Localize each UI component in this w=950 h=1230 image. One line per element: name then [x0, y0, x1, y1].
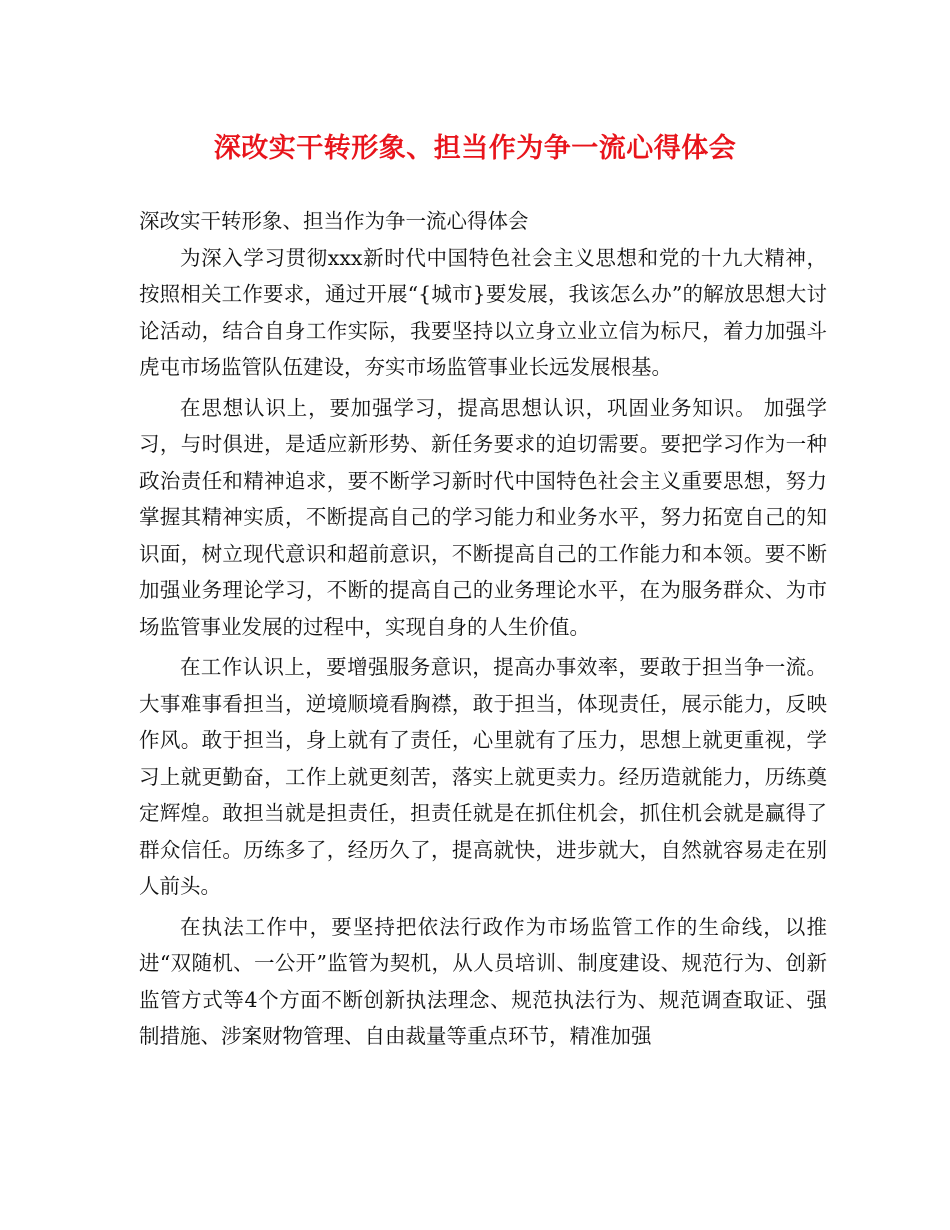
document-body	[139, 203, 827, 1055]
document-subtitle: 深改实干转形象、担当作为争一流心得体会	[139, 209, 529, 233]
paragraph-work: 在工作认识上，要增强服务意识，提高办事效率，要敢于担当争一流。大事难事看担当，逆境顺境看胸襟，敢于担当，体现责任，展示能力，反映作风。敢于担当，身上就有了责任，心里就有了压力，思想上就更重视，学习上就更勤奋，工作上就更刻苦，落实上就更卖力。经历造就能力，历练奠定辉煌。敢担当就是担责任，担责任就是在抓住机会，抓住机会就是赢得了群众信任。历练多了，经历久了，提高就快，进步就大，自然就容易走在别人前头。	[139, 655, 827, 898]
paragraph-intro: 为深入学习贯彻xxx新时代中国特色社会主义思想和党的十九大精神，按照相关工作要求，通过开展“{城市}要发展，我该怎么办”的解放思想大讨论活动，结合自身工作实际，我要坚持以立身立业立信为标尺，着力加强斗虎屯市场监管队伍建设，夯实市场监管事业长远发展根基。	[139, 245, 827, 379]
paragraph-law-enforcement: 在执法工作中，要坚持把依法行政作为市场监管工作的生命线，以推进“双随机、一公开”监管为契机，从人员培训、制度建设、规范行为、创新监管方式等4个方面不断创新执法理念、规范执法行为、规范调查取证、强制措施、涉案财物管理、自由裁量等重点环节，精准加强	[139, 914, 827, 1048]
paragraph-thinking: 在思想认识上，要加强学习，提高思想认识，巩固业务知识。 加强学习，与时俱进，是适应新形势、新任务要求的迫切需要。要把学习作为一种政治责任和精神追求，要不断学习新时代中国特色社会主义重要思想，努力掌握其精神实质，不断提高自己的学习能力和业务水平，努力拓宽自己的知识面，树立现代意识和超前意识，不断提高自己的工作能力和本领。要不断加强业务理论学习，不断的提高自己的业务理论水平，在为服务群众、为市场监管事业发展的过程中，实现自身的人生价值。	[139, 395, 827, 639]
document-title: 深改实干转形象、担当作为争一流心得体会	[213, 133, 737, 164]
